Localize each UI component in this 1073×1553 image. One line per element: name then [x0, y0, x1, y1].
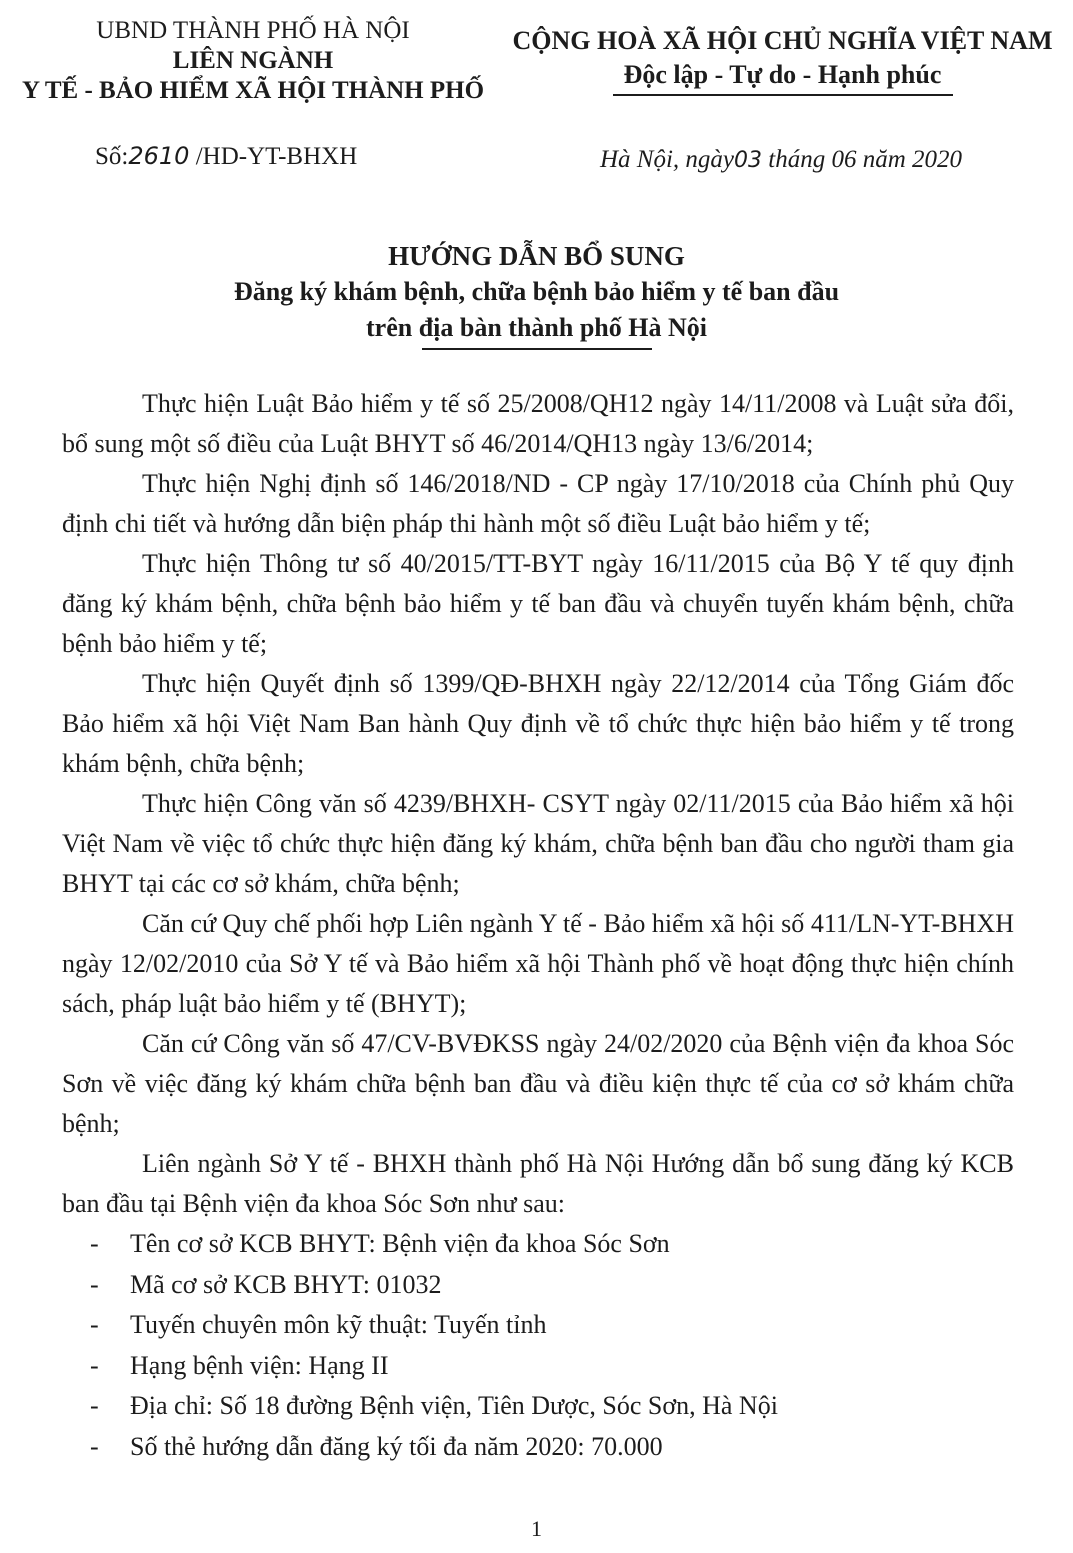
list-item: [62, 1305, 1014, 1346]
list-item-text: Hạng bệnh viện: Hạng II: [130, 1350, 389, 1380]
doc-number-handwritten: 2610: [128, 142, 190, 170]
list-item: [62, 1386, 1014, 1427]
title-line-2: Đăng ký khám bệnh, chữa bệnh bảo hiểm y tế ban đầu: [233, 277, 840, 306]
national-motto: Độc lập - Tự do - Hạnh phúc: [623, 60, 942, 89]
authority-line-2: LIÊN NGÀNH: [172, 47, 334, 74]
list-dash: -: [90, 1310, 99, 1339]
doc-number-prefix: Số:: [95, 143, 129, 170]
document-title: [0, 238, 1073, 350]
body-paragraph: Thực hiện Công văn số 4239/BHXH- CSYT ngày 02/11/2015 của Bảo hiểm xã hội Việt Nam về việc tổ chức thực hiện đăng ký khám, chữa bệnh ban đầu cho người tham gia BHYT tại các cơ sở khám, chữa bệnh;: [62, 789, 1014, 898]
list-item-text: Địa chỉ: Số 18 đường Bệnh viện, Tiên Dược, Sóc Sơn, Hà Nội: [130, 1391, 778, 1420]
list-item-text: Số thẻ hướng dẫn đăng ký tối đa năm 2020: 70.000: [130, 1431, 663, 1461]
body-paragraph: Thực hiện Thông tư số 40/2015/TT-BYT ngày 16/11/2015 của Bộ Y tế quy định đăng ký khám bệnh, chữa bệnh bảo hiểm y tế ban đầu và chuyển tuyến khám bệnh, chữa bệnh bảo hiểm y tế;: [62, 549, 1014, 658]
page-number: 1: [531, 1516, 542, 1541]
place-date-prefix: Hà Nội, ngày: [600, 146, 735, 173]
list-item: [62, 1427, 1014, 1468]
list-dash: -: [90, 1391, 99, 1420]
list-item: [62, 1265, 1014, 1306]
body-paragraph: Thực hiện Quyết định số 1399/QĐ-BHXH ngày 22/12/2014 của Tổng Giám đốc Bảo hiểm xã hội Việt Nam Ban hành Quy định về tổ chức thực hiện bảo hiểm y tế trong khám bệnh, chữa bệnh;: [62, 669, 1014, 778]
list-item: [62, 1224, 1014, 1265]
motto-underline: [613, 94, 953, 96]
authority-line-3: Y TẾ - BẢO HIỂM XÃ HỘI THÀNH PHỐ: [21, 77, 485, 104]
list-dash: -: [90, 1229, 99, 1258]
list-item-text: Tuyến chuyên môn kỹ thuật: Tuyến tỉnh: [130, 1310, 547, 1339]
details-list: [62, 1224, 1014, 1467]
place-and-date: [600, 144, 962, 177]
issuing-authority-block: [18, 16, 488, 106]
body-paragraph: Thực hiện Luật Bảo hiểm y tế số 25/2008/QH12 ngày 14/11/2008 và Luật sửa đổi, bổ sung một số điều của Luật BHYT số 46/2014/QH13 ngày 13/6/2014;: [62, 389, 1014, 458]
country-name: CỘNG HOÀ XÃ HỘI CHỦ NGHĨA VIỆT NAM: [512, 26, 1053, 55]
body-paragraph: Căn cứ Quy chế phối hợp Liên ngành Y tế - Bảo hiểm xã hội số 411/LN-YT-BHXH ngày 12/02/2010 của Sở Y tế và Bảo hiểm xã hội Thành phố về hoạt động thực hiện chính sách, pháp luật bảo hiểm y tế (BHYT);: [62, 909, 1014, 1018]
title-underline: [422, 348, 652, 350]
list-item-text: Mã cơ sở KCB BHYT: 01032: [130, 1269, 442, 1299]
body-paragraph: Căn cứ Công văn số 47/CV-BVĐKSS ngày 24/02/2020 của Bệnh viện đa khoa Sóc Sơn về việc đăng ký khám chữa bệnh ban đầu và điều kiện thực tế của cơ sở khám chữa bệnh;: [62, 1029, 1014, 1138]
list-item: [62, 1346, 1014, 1387]
list-dash: -: [90, 1431, 99, 1461]
national-motto-block: [495, 24, 1070, 96]
body-paragraph: Liên ngành Sở Y tế - BHXH thành phố Hà Nội Hướng dẫn bổ sung đăng ký KCB ban đầu tại Bệnh viện đa khoa Sóc Sơn như sau:: [62, 1149, 1014, 1218]
title-line-1: HƯỚNG DẪN BỔ SUNG: [388, 241, 685, 271]
document-body: [62, 384, 1014, 1467]
place-date-suffix: tháng 06 năm 2020: [762, 146, 963, 173]
title-line-3: trên địa bàn thành phố Hà Nội: [366, 313, 707, 342]
list-dash: -: [90, 1350, 99, 1380]
day-handwritten: 03: [734, 148, 763, 173]
list-item-text: Tên cơ sở KCB BHYT: Bệnh viện đa khoa Sóc Sơn: [130, 1229, 670, 1258]
doc-number-suffix: /HD-YT-BHXH: [189, 143, 358, 170]
document-number: [95, 140, 357, 173]
body-paragraph: Thực hiện Nghị định số 146/2018/ND - CP ngày 17/10/2018 của Chính phủ Quy định chi tiết và hướng dẫn biện pháp thi hành một số điều Luật bảo hiểm y tế;: [62, 469, 1014, 538]
authority-line-1: UBND THÀNH PHỐ HÀ NỘI: [96, 17, 410, 44]
list-dash: -: [90, 1269, 99, 1299]
